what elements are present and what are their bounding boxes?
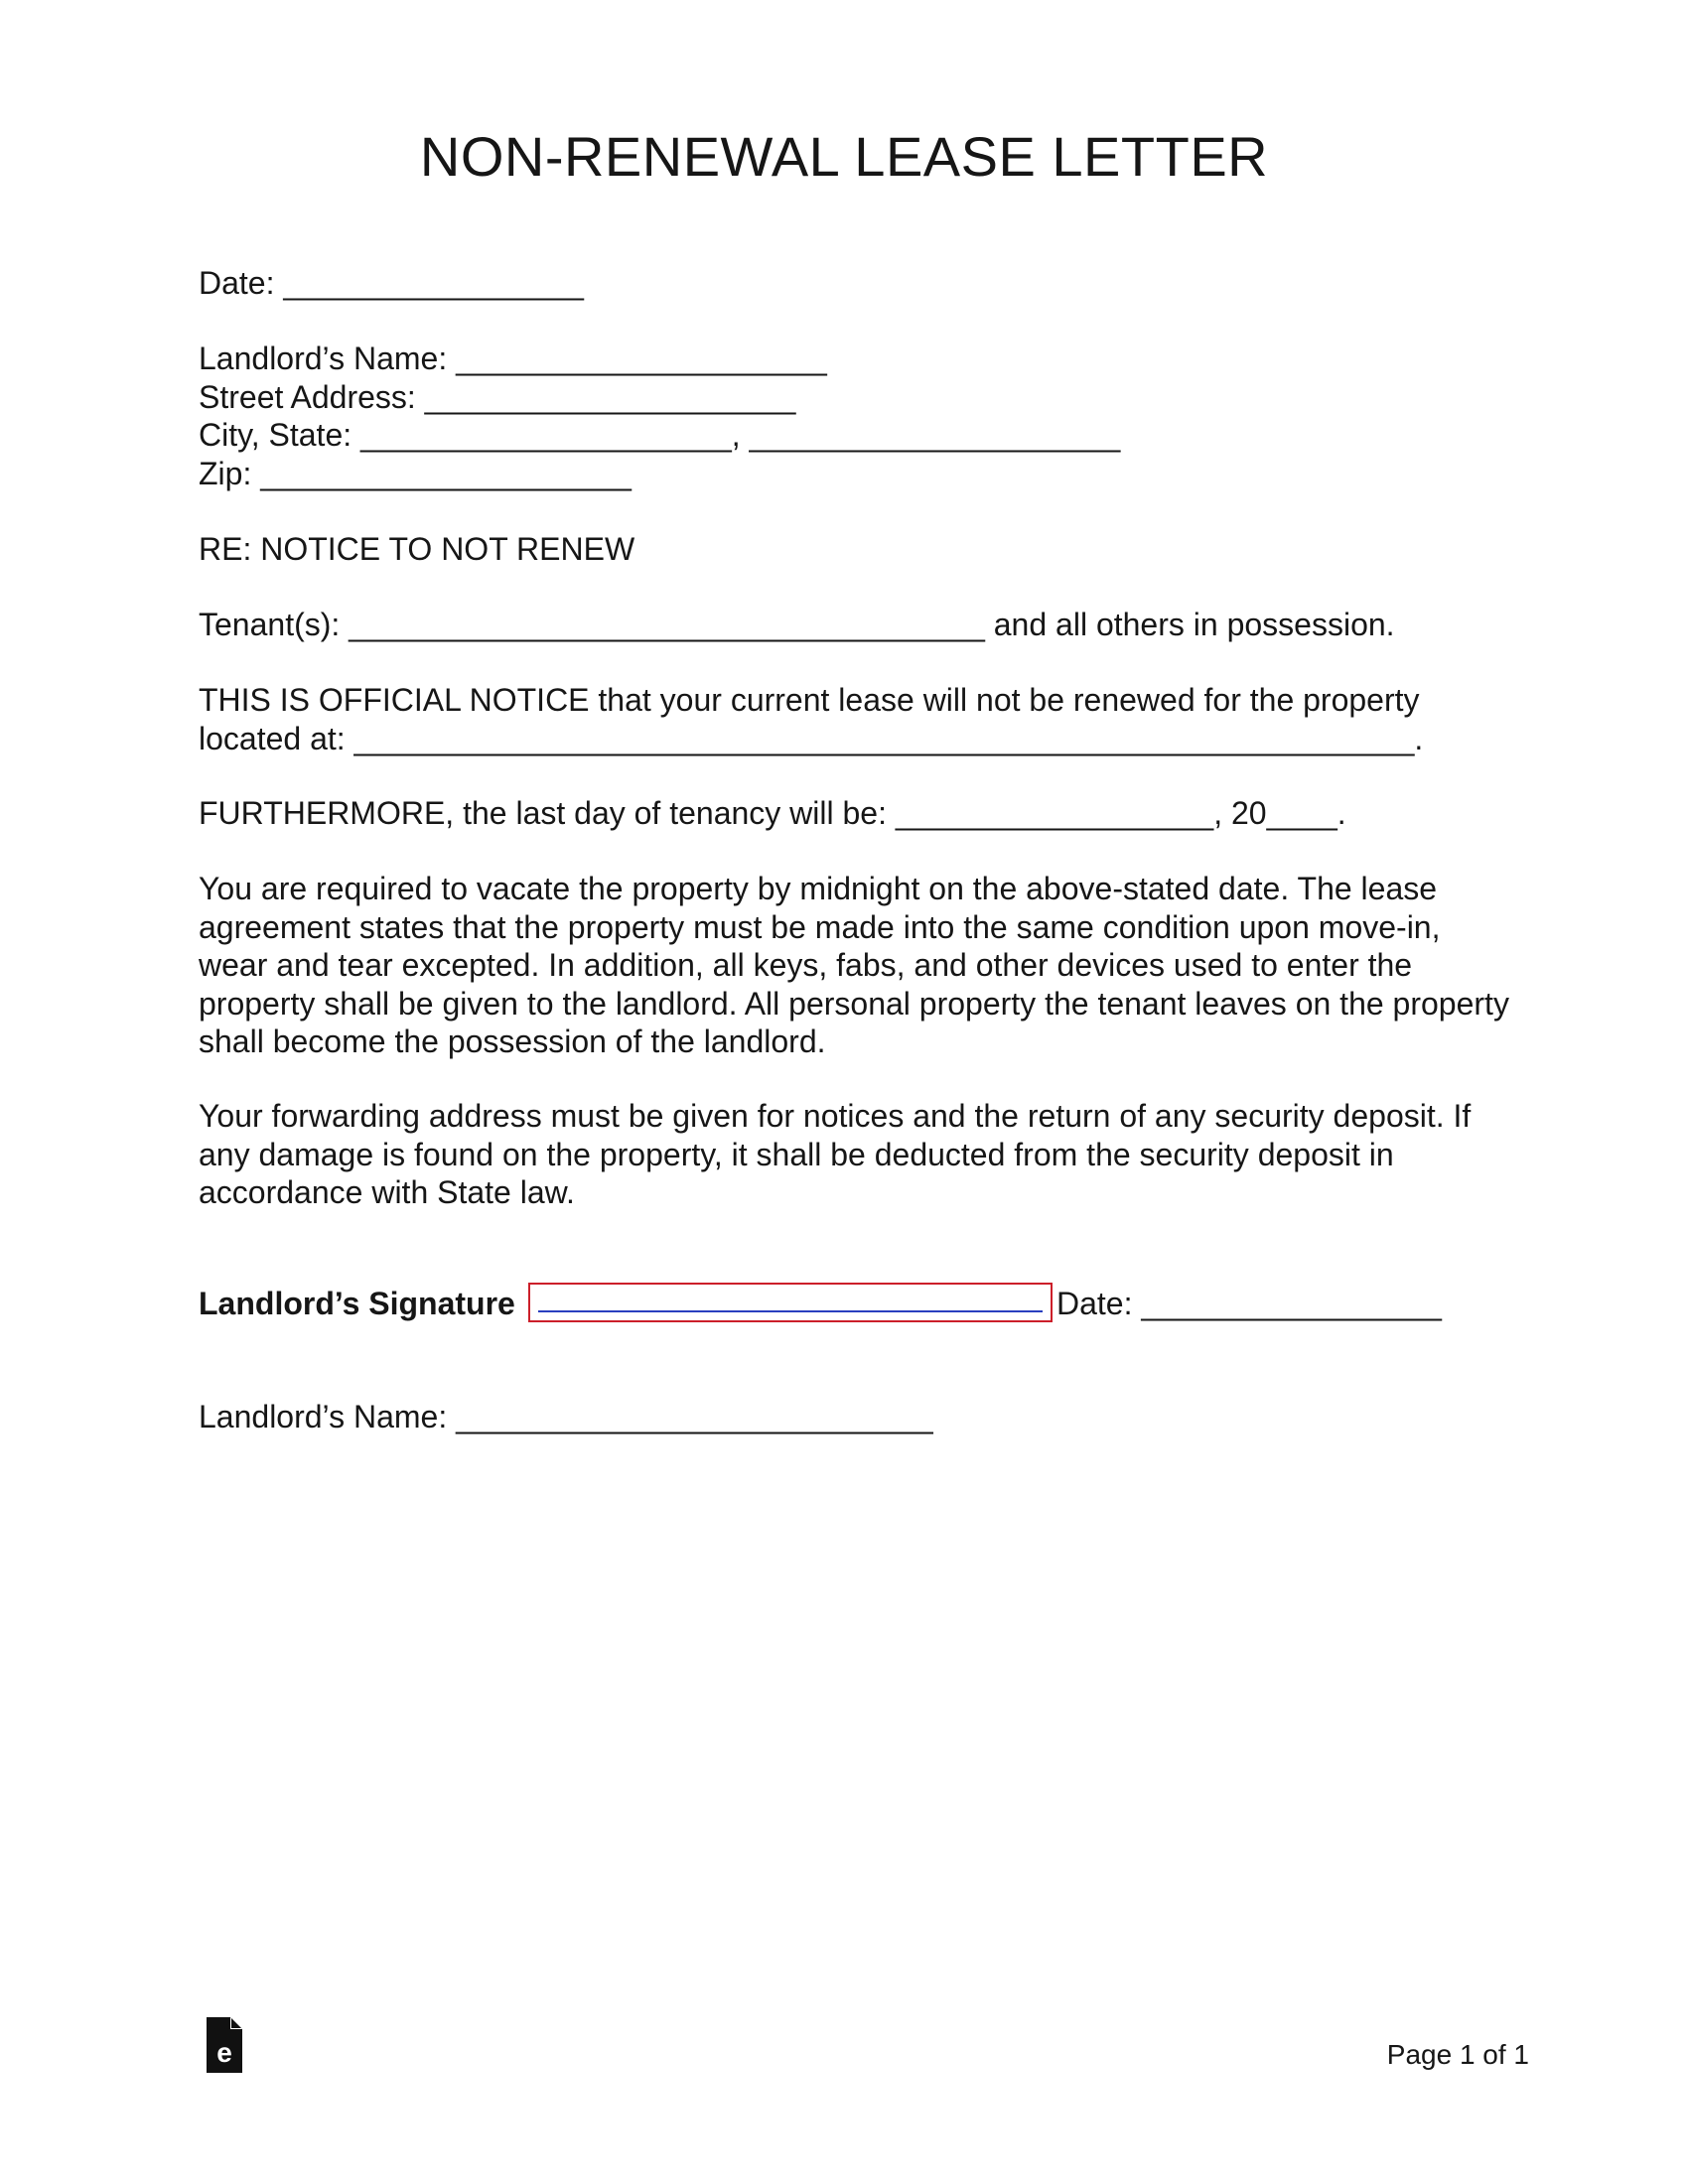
signature-date-field[interactable]: Date: _________________ — [1056, 1286, 1442, 1321]
signature-input-box[interactable] — [528, 1283, 1053, 1322]
svg-text:e: e — [216, 2037, 232, 2068]
vacate-paragraph: You are required to vacate the property by midnight on the above-stated date. The lease agreement states that the property must be made into the same condition upon move-in, wear and tear excepted. In addition, all keys, fabs, and other devices used to enter the property shall be given to the landlord. All personal property the tenant leaves on the property shall become the possession of the landlord. — [199, 871, 1509, 1059]
city-state-field[interactable]: City, State: _____________________, _____________________ — [199, 417, 1121, 453]
page-number: Page 1 of 1 — [1386, 2039, 1529, 2070]
zip-field[interactable]: Zip: _____________________ — [199, 455, 632, 491]
date-field[interactable]: Date: _________________ — [199, 265, 584, 301]
eforms-logo-icon — [205, 2015, 244, 2075]
tenant-field[interactable]: Tenant(s): ____________________________________ and all others in possession. — [199, 607, 1395, 642]
street-address-field[interactable]: Street Address: _____________________ — [199, 378, 796, 415]
re-line: RE: NOTICE TO NOT RENEW — [199, 531, 635, 567]
forwarding-paragraph: Your forwarding address must be given for notices and the return of any security deposit. If any damage is found on the property, it shall be deducted from the security deposit in accordance with State law. — [199, 1098, 1472, 1210]
document-title: NON-RENEWAL LEASE LETTER — [419, 125, 1269, 188]
landlord-name-field[interactable]: Landlord’s Name: _____________________ — [199, 341, 827, 376]
last-day-field[interactable]: FURTHERMORE, the last day of tenancy will be: __________________, 20____. — [199, 795, 1346, 831]
signer-name-field[interactable]: Landlord’s Name: ___________________________ — [199, 1399, 933, 1434]
signature-label: Landlord’s Signature — [199, 1286, 515, 1321]
signature-line — [538, 1310, 1043, 1312]
notice-paragraph: THIS IS OFFICIAL NOTICE that your current lease will not be renewed for the property located at: ____________________________________________________________. — [199, 682, 1424, 756]
landlord-address-block — [199, 340, 1120, 492]
